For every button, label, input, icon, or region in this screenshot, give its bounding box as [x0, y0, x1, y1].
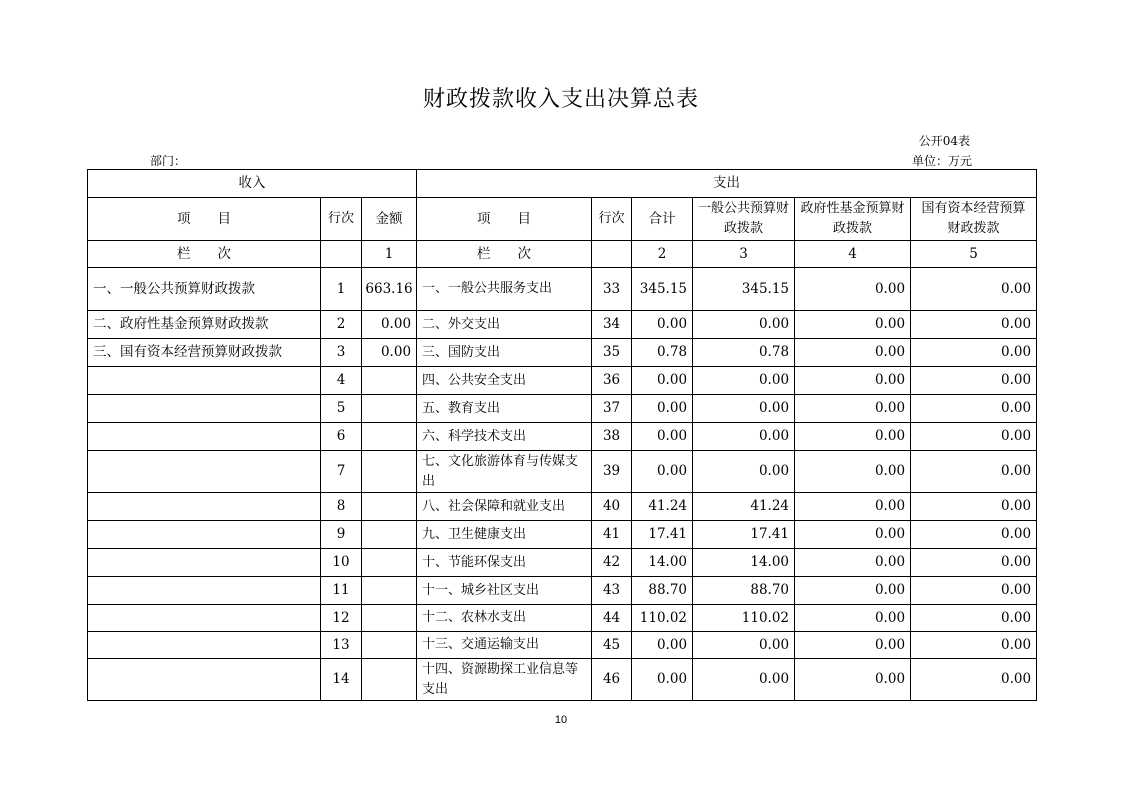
department-label: 部门：	[150, 154, 187, 168]
gov-fund-cell: 0.00	[795, 549, 911, 577]
page-title: 财政拨款收入支出决算总表	[422, 87, 699, 112]
state-capital-cell: 0.00	[911, 339, 1037, 367]
gov-fund-cell: 0.00	[795, 395, 911, 423]
income-amount-cell	[362, 451, 417, 493]
expense-row-no-cell: 45	[592, 632, 632, 659]
expense-item-cell: 八、社会保障和就业支出	[417, 493, 592, 521]
gov-fund-cell: 0.00	[795, 521, 911, 549]
col-1-label: 1	[362, 241, 417, 268]
expense-item-cell: 九、卫生健康支出	[417, 521, 592, 549]
column-number-row	[88, 241, 1037, 268]
total-cell: 41.24	[632, 493, 693, 521]
column-header-row	[88, 198, 1037, 241]
income-amount-cell: 0.00	[362, 311, 417, 339]
expense-row-no-cell: 38	[592, 423, 632, 451]
total-cell: 0.00	[632, 395, 693, 423]
state-capital-cell: 0.00	[911, 423, 1037, 451]
income-row-no-cell: 6	[321, 423, 362, 451]
table-row	[88, 493, 1037, 521]
expense-row-no-cell: 43	[592, 577, 632, 605]
gov-fund-cell: 0.00	[795, 268, 911, 311]
income-row-no-cell: 2	[321, 311, 362, 339]
total-cell: 0.78	[632, 339, 693, 367]
income-row-no-cell: 8	[321, 493, 362, 521]
income-item-cell	[88, 577, 321, 605]
general-budget-cell: 345.15	[693, 268, 795, 311]
state-capital-cell: 0.00	[911, 268, 1037, 311]
gov-fund-cell: 0.00	[795, 311, 911, 339]
income-item-cell	[88, 451, 321, 493]
income-item-cell	[88, 493, 321, 521]
expense-row-no-cell: 37	[592, 395, 632, 423]
income-item-cell	[88, 549, 321, 577]
expense-item-cell: 十三、交通运输支出	[417, 632, 592, 659]
expense-row-no-cell: 46	[592, 659, 632, 701]
income-row-no-cell: 7	[321, 451, 362, 493]
total-cell: 0.00	[632, 367, 693, 395]
expense-item-cell: 十二、农林水支出	[417, 605, 592, 632]
income-row-no-cell: 4	[321, 367, 362, 395]
total-cell: 0.00	[632, 451, 693, 493]
expense-row-no-cell: 35	[592, 339, 632, 367]
expense-column-label: 栏 次	[417, 241, 592, 268]
income-amount-cell	[362, 659, 417, 701]
state-capital-cell: 0.00	[911, 577, 1037, 605]
income-item-cell: 二、政府性基金预算财政拨款	[88, 311, 321, 339]
state-capital-cell: 0.00	[911, 659, 1037, 701]
general-budget-cell: 88.70	[693, 577, 795, 605]
expense-item-header: 项 目	[417, 198, 592, 241]
income-row-no-cell: 9	[321, 521, 362, 549]
table-row	[88, 451, 1037, 493]
gov-fund-header: 政府性基金预算财政拨款	[795, 198, 911, 241]
table-row	[88, 605, 1037, 632]
state-capital-cell: 0.00	[911, 521, 1037, 549]
income-row-no-cell: 13	[321, 632, 362, 659]
col-5-label: 5	[911, 241, 1037, 268]
table-row	[88, 339, 1037, 367]
income-row-no-cell: 1	[321, 268, 362, 311]
income-header: 收入	[88, 170, 417, 198]
total-cell: 14.00	[632, 549, 693, 577]
table-row	[88, 311, 1037, 339]
income-item-header: 项 目	[88, 198, 321, 241]
income-amount-cell	[362, 577, 417, 605]
expense-row-no-cell: 39	[592, 451, 632, 493]
total-cell: 17.41	[632, 521, 693, 549]
general-budget-cell: 0.00	[693, 451, 795, 493]
general-budget-header: 一般公共预算财政拨款	[693, 198, 795, 241]
state-capital-cell: 0.00	[911, 367, 1037, 395]
state-capital-cell: 0.00	[911, 549, 1037, 577]
general-budget-cell: 0.78	[693, 339, 795, 367]
table-row	[88, 268, 1037, 311]
income-amount-cell	[362, 493, 417, 521]
income-row-no-cell: 5	[321, 395, 362, 423]
expense-item-cell: 六、科学技术支出	[417, 423, 592, 451]
table-row	[88, 659, 1037, 701]
state-capital-cell: 0.00	[911, 605, 1037, 632]
budget-summary-table	[87, 169, 1037, 701]
state-capital-cell: 0.00	[911, 632, 1037, 659]
expense-item-cell: 二、外交支出	[417, 311, 592, 339]
income-item-cell	[88, 632, 321, 659]
income-item-cell	[88, 423, 321, 451]
expense-row-no-header: 行次	[592, 198, 632, 241]
section-header-row	[88, 170, 1037, 198]
income-item-cell	[88, 659, 321, 701]
total-cell: 345.15	[632, 268, 693, 311]
form-number: 公开04表	[918, 134, 970, 148]
income-item-cell	[88, 395, 321, 423]
general-budget-cell: 0.00	[693, 632, 795, 659]
blank-cell	[592, 241, 632, 268]
state-capital-header: 国有资本经营预算财政拨款	[911, 198, 1037, 241]
income-amount-cell	[362, 521, 417, 549]
income-amount-cell: 0.00	[362, 339, 417, 367]
general-budget-cell: 14.00	[693, 549, 795, 577]
total-cell: 0.00	[632, 632, 693, 659]
expense-item-cell: 五、教育支出	[417, 395, 592, 423]
col-3-label: 3	[693, 241, 795, 268]
gov-fund-cell: 0.00	[795, 451, 911, 493]
income-row-no-cell: 11	[321, 577, 362, 605]
col-4-label: 4	[795, 241, 911, 268]
table-row	[88, 577, 1037, 605]
gov-fund-cell: 0.00	[795, 577, 911, 605]
expense-row-no-cell: 40	[592, 493, 632, 521]
expense-row-no-cell: 41	[592, 521, 632, 549]
expense-item-cell: 四、公共安全支出	[417, 367, 592, 395]
page-number: 10	[554, 714, 568, 726]
income-amount-cell	[362, 632, 417, 659]
total-cell: 0.00	[632, 311, 693, 339]
income-amount-cell	[362, 549, 417, 577]
state-capital-cell: 0.00	[911, 395, 1037, 423]
expense-row-no-cell: 33	[592, 268, 632, 311]
state-capital-cell: 0.00	[911, 311, 1037, 339]
total-cell: 110.02	[632, 605, 693, 632]
general-budget-cell: 0.00	[693, 659, 795, 701]
gov-fund-cell: 0.00	[795, 632, 911, 659]
general-budget-cell: 17.41	[693, 521, 795, 549]
table-row	[88, 549, 1037, 577]
general-budget-cell: 110.02	[693, 605, 795, 632]
expense-row-no-cell: 36	[592, 367, 632, 395]
gov-fund-cell: 0.00	[795, 659, 911, 701]
table-row	[88, 521, 1037, 549]
gov-fund-cell: 0.00	[795, 423, 911, 451]
expense-item-cell: 十四、资源勘探工业信息等支出	[417, 659, 592, 701]
income-row-no-cell: 3	[321, 339, 362, 367]
general-budget-cell: 41.24	[693, 493, 795, 521]
expense-row-no-cell: 44	[592, 605, 632, 632]
income-amount-cell	[362, 395, 417, 423]
table-row	[88, 423, 1037, 451]
gov-fund-cell: 0.00	[795, 605, 911, 632]
income-amount-cell	[362, 367, 417, 395]
general-budget-cell: 0.00	[693, 367, 795, 395]
income-row-no-cell: 14	[321, 659, 362, 701]
income-amount-cell	[362, 605, 417, 632]
expense-header: 支出	[417, 170, 1037, 198]
total-cell: 88.70	[632, 577, 693, 605]
income-row-no-cell: 10	[321, 549, 362, 577]
income-item-cell: 三、国有资本经营预算财政拨款	[88, 339, 321, 367]
gov-fund-cell: 0.00	[795, 367, 911, 395]
income-item-cell: 一、一般公共预算财政拨款	[88, 268, 321, 311]
income-item-cell	[88, 605, 321, 632]
expense-row-no-cell: 34	[592, 311, 632, 339]
expense-item-cell: 三、国防支出	[417, 339, 592, 367]
amount-header: 金额	[362, 198, 417, 241]
total-header: 合计	[632, 198, 693, 241]
expense-item-cell: 一、一般公共服务支出	[417, 268, 592, 311]
state-capital-cell: 0.00	[911, 493, 1037, 521]
state-capital-cell: 0.00	[911, 451, 1037, 493]
table-row	[88, 395, 1037, 423]
expense-row-no-cell: 42	[592, 549, 632, 577]
total-cell: 0.00	[632, 423, 693, 451]
expense-item-cell: 十、节能环保支出	[417, 549, 592, 577]
blank-cell	[321, 241, 362, 268]
income-column-label: 栏 次	[88, 241, 321, 268]
income-amount-cell	[362, 423, 417, 451]
gov-fund-cell: 0.00	[795, 493, 911, 521]
income-item-cell	[88, 521, 321, 549]
total-cell: 0.00	[632, 659, 693, 701]
expense-item-cell: 七、文化旅游体育与传媒支出	[417, 451, 592, 493]
general-budget-cell: 0.00	[693, 395, 795, 423]
general-budget-cell: 0.00	[693, 311, 795, 339]
col-2-label: 2	[632, 241, 693, 268]
gov-fund-cell: 0.00	[795, 339, 911, 367]
table-row	[88, 632, 1037, 659]
income-item-cell	[88, 367, 321, 395]
general-budget-cell: 0.00	[693, 423, 795, 451]
unit-label: 单位：万元	[911, 154, 972, 168]
income-row-no-header: 行次	[321, 198, 362, 241]
table-row	[88, 367, 1037, 395]
income-row-no-cell: 12	[321, 605, 362, 632]
expense-item-cell: 十一、城乡社区支出	[417, 577, 592, 605]
income-amount-cell: 663.16	[362, 268, 417, 311]
